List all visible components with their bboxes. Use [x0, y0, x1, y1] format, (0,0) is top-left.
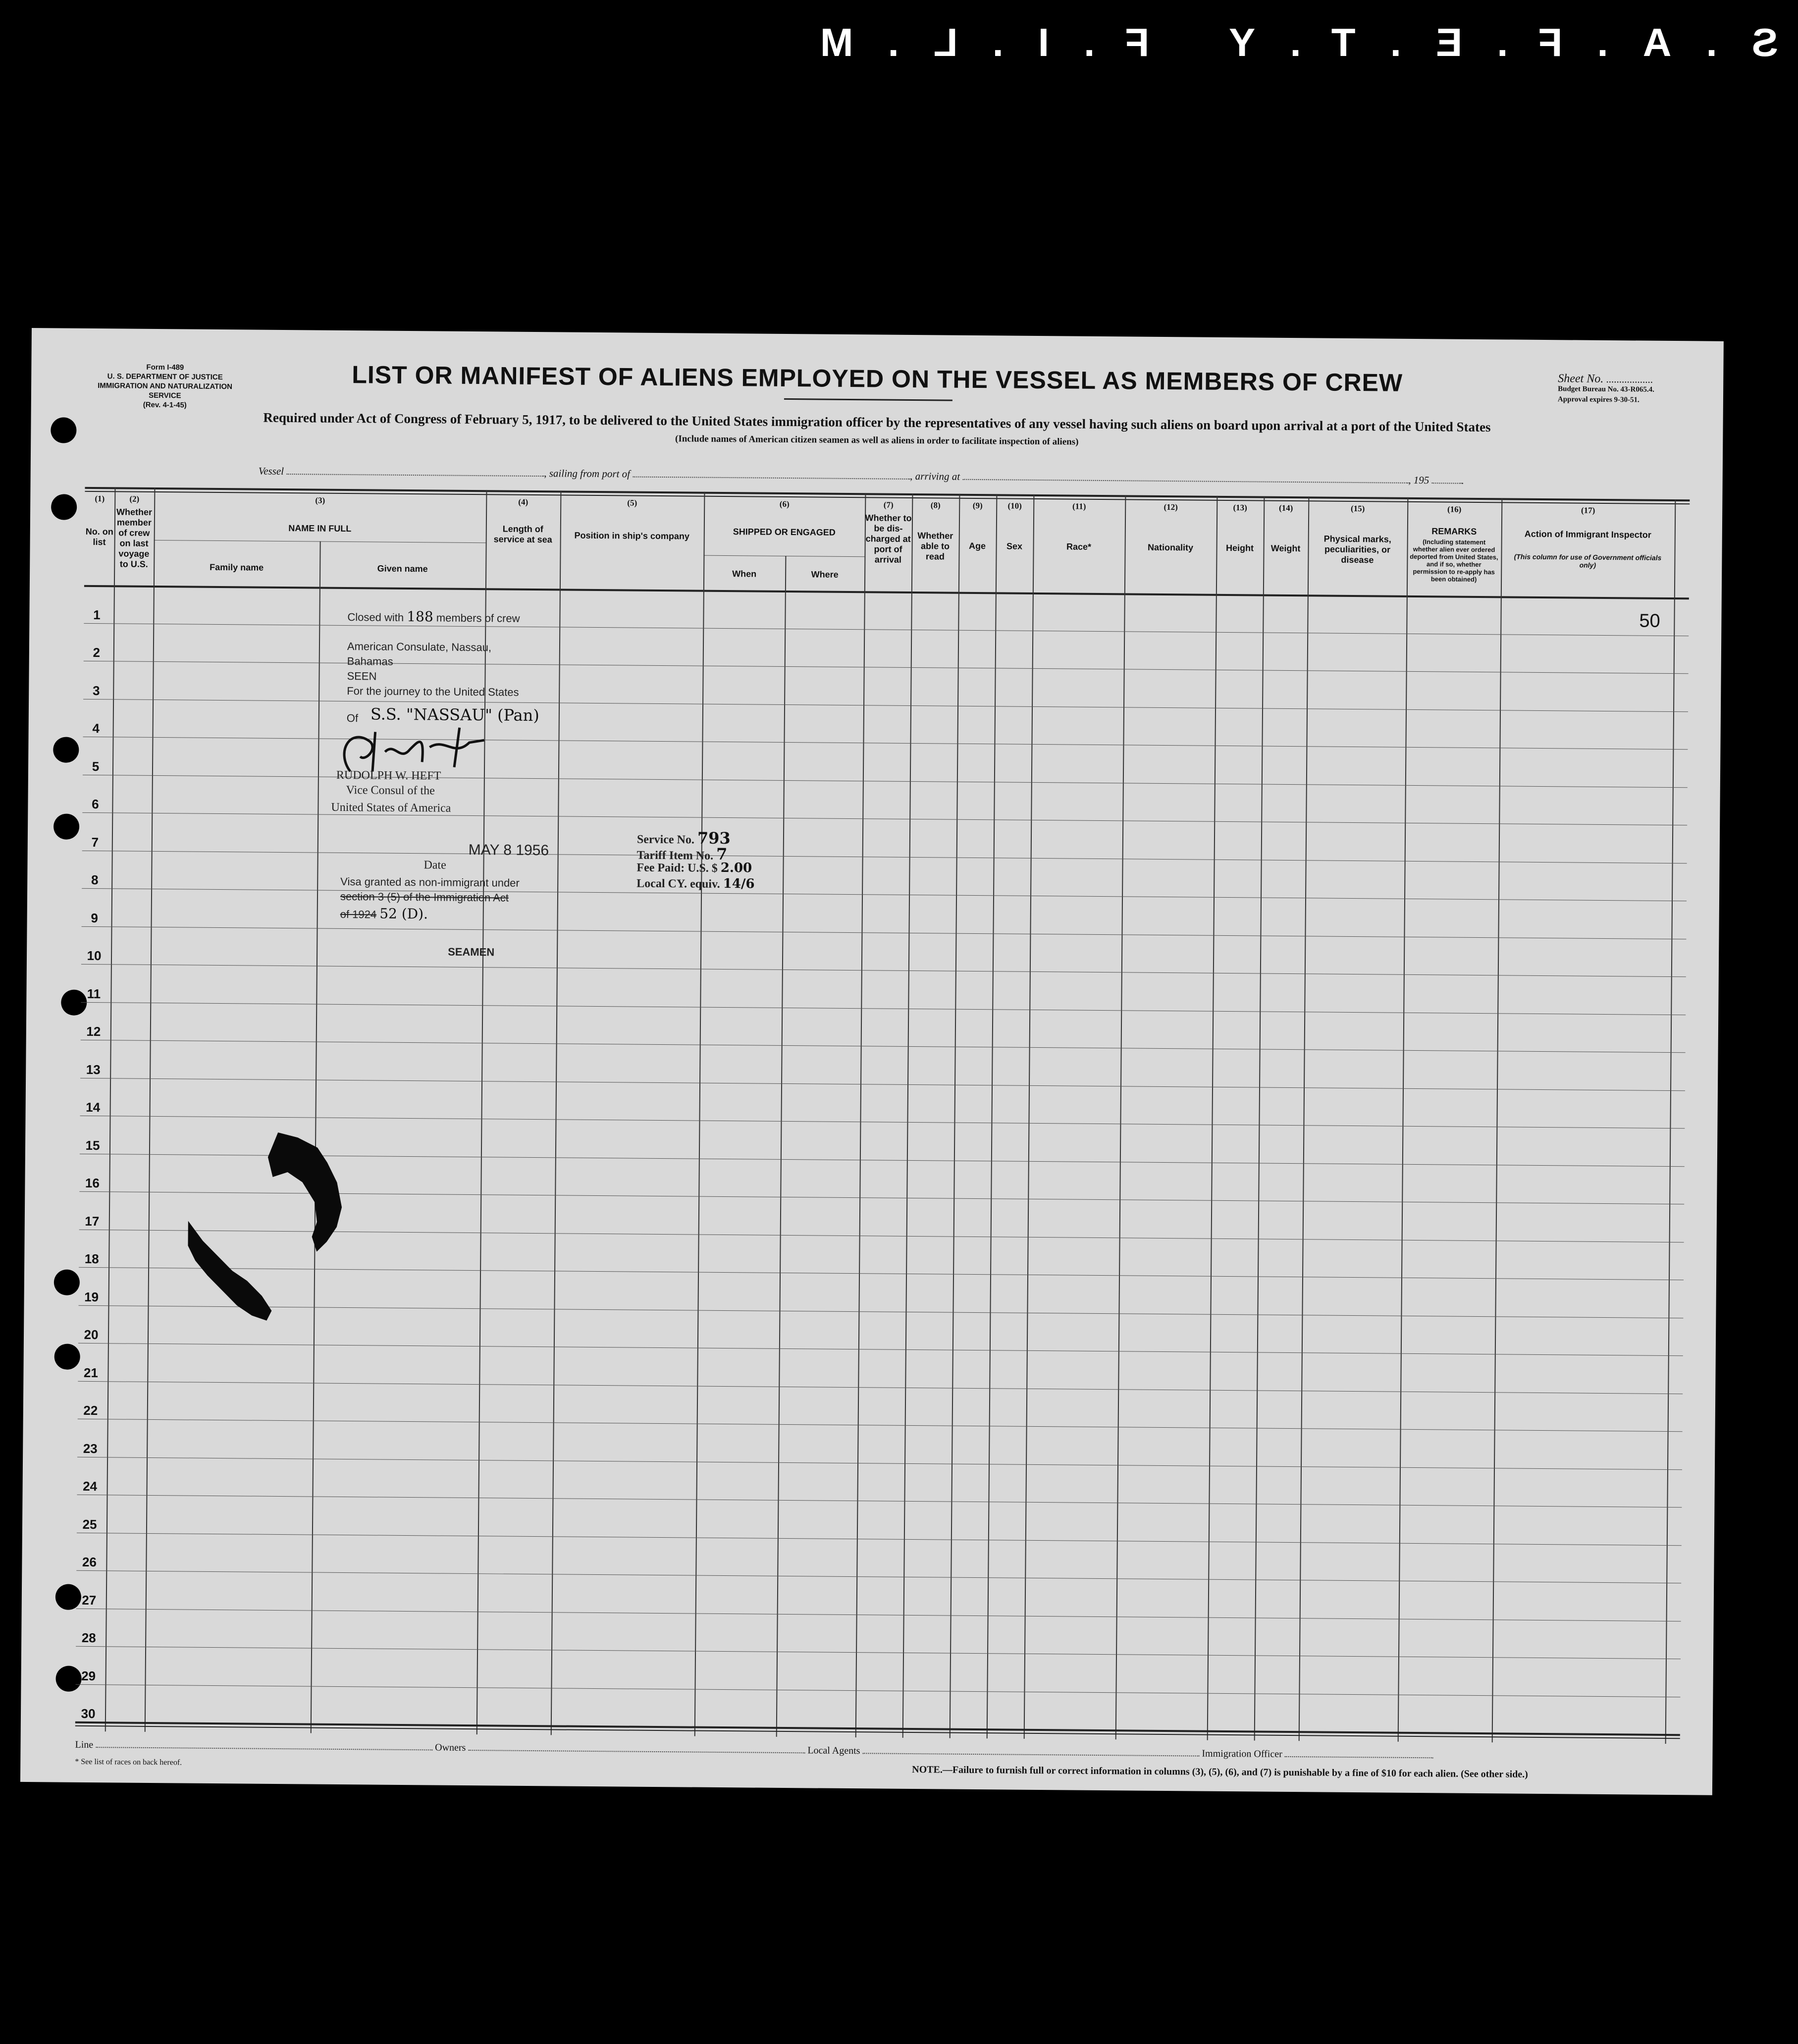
row-number: 25 — [82, 1516, 97, 1532]
col-2-number: (2) — [129, 494, 140, 504]
penalty-note: NOTE.—Failure to furnish full or correct information in columns (3), (5), (6), and (7) is punishable by a fine of $10 for each alien. (See other side.) — [912, 1764, 1528, 1780]
stamp-closed-tail: members of crew — [436, 611, 520, 625]
fee-tariff-value: 7 — [716, 844, 728, 864]
fee-local-label: Local CY. equiv. — [636, 877, 720, 891]
stamp-date-label: Date — [423, 859, 446, 872]
form-number: Form I-489 — [146, 363, 184, 372]
table-row-rule — [78, 1419, 1683, 1432]
row-number: 20 — [84, 1327, 99, 1343]
stamp-ship-name: S.S. "NASSAU" (Pan) — [370, 704, 539, 725]
page-subtitle: Required under Act of Congress of February 5, 1917, to be delivered to the United States immigration officer by the representatives of any vessel having such aliens on board upon arrival at a port of the United States — [263, 410, 1491, 435]
page-subnote: (Include names of American citizen seamen as well as aliens in order to facilitate inspection of aliens) — [675, 433, 1079, 447]
races-footnote: * See list of races on back hereof. — [75, 1757, 182, 1767]
fee-service-value: 793 — [697, 828, 731, 848]
form-revision: (Rev. 4-1-45) — [143, 400, 187, 410]
footer-owners-label: Owners — [435, 1742, 466, 1753]
col-7-header: Whether to be dis-charged at port of arrival — [865, 513, 912, 565]
stamp-consul-country: United States of America — [331, 801, 451, 815]
row-number: 11 — [87, 986, 101, 1001]
col-10-number: (10) — [1007, 501, 1022, 511]
where-header: Where — [811, 569, 839, 580]
stamp-visa-line-3 — [340, 905, 428, 922]
col-15-number: (15) — [1350, 503, 1365, 514]
col-16-subheader: (Including statement whether alien ever ordered deported from United States, and if so, whether permission to re-apply has been obtained) — [1410, 538, 1498, 583]
binder-hole — [53, 737, 79, 762]
row-number: 1 — [93, 607, 101, 622]
year-label: 195 — [1413, 474, 1429, 486]
stamp-consulate: American Consulate, Nassau, — [347, 640, 492, 654]
stamp-visa-year: of 1924 — [340, 908, 377, 921]
table-row-rule — [78, 1381, 1683, 1394]
when-header: When — [732, 569, 757, 579]
binder-hole — [54, 1269, 80, 1295]
stamp-crew-count: 188 — [407, 608, 433, 625]
table-row-rule — [82, 812, 1687, 825]
col-8-header: Whether able to read — [917, 531, 953, 562]
row-number: 3 — [92, 683, 100, 698]
agency-name: U. S. DEPARTMENT OF JUSTICE — [107, 372, 223, 382]
table-row-rule — [76, 1570, 1681, 1583]
fee-paid-value: 2.00 — [720, 860, 752, 876]
footer-officer-label: Immigration Officer — [1202, 1748, 1282, 1760]
binder-hole — [54, 1344, 80, 1369]
fee-paid-line — [636, 860, 752, 876]
table-row-rule — [84, 623, 1689, 636]
col-4-number: (4) — [518, 497, 529, 507]
row-number: 5 — [92, 758, 100, 774]
stamp-closed-label: Closed with — [347, 611, 404, 624]
table-row-rule — [77, 1456, 1682, 1469]
inspector-action-mark: 50 — [1639, 610, 1660, 632]
table-row-rule — [83, 737, 1688, 750]
stamp-place: Bahamas — [347, 655, 393, 668]
budget-bureau-number: Budget Bureau No. 43-R065.4. — [1558, 385, 1654, 394]
footer-agents-label: Local Agents — [807, 1745, 860, 1757]
row-number: 17 — [85, 1213, 100, 1229]
row-number: 15 — [85, 1137, 100, 1153]
table-row-rule — [77, 1495, 1682, 1507]
table-row-rule — [82, 888, 1687, 901]
row-number: 23 — [83, 1441, 98, 1456]
stamp-seen: SEEN — [347, 670, 377, 683]
col-1-number: (1) — [95, 494, 105, 504]
stamp-closed-line — [347, 608, 520, 626]
row-number: 8 — [91, 872, 99, 888]
row-number: 10 — [87, 948, 102, 964]
row-number: 2 — [93, 645, 101, 660]
table-row-rule — [75, 1684, 1680, 1697]
arriving-port-field[interactable] — [962, 472, 1408, 484]
title-underline — [784, 398, 952, 401]
row-number: 14 — [86, 1099, 101, 1115]
col-17-number: (17) — [1581, 505, 1595, 515]
row-number: 7 — [91, 834, 99, 850]
vessel-field[interactable] — [286, 467, 544, 477]
footer-agents-field[interactable] — [862, 1753, 1199, 1756]
col-12-header: Nationality — [1147, 542, 1194, 553]
manifest-footer — [75, 1739, 1680, 1763]
footer-line-field[interactable] — [96, 1747, 432, 1750]
fee-local-value: 14/6 — [723, 876, 755, 892]
col-6-number: (6) — [779, 499, 790, 509]
family-name-header: Family name — [210, 562, 264, 573]
stamp-seamen: SEAMEN — [448, 945, 495, 959]
footer-officer-field[interactable] — [1285, 1756, 1433, 1758]
vessel-line: Vessel , sailing from port of , arriving at , 195 . — [258, 465, 1464, 486]
col-11-number: (11) — [1072, 501, 1086, 511]
binder-hole — [51, 494, 77, 520]
safety-film-banner: S.A.F.E.T.Y F.I.L.M — [785, 20, 1778, 64]
embossed-seal-mark — [148, 1122, 427, 1351]
row-number: 21 — [83, 1365, 99, 1380]
table-row-rule — [83, 774, 1688, 787]
vessel-label: Vessel — [258, 465, 284, 478]
col-14-header: Weight — [1270, 543, 1301, 554]
crew-manifest-sheet — [20, 328, 1724, 1795]
row-number: 4 — [92, 720, 100, 736]
sailing-label: sailing from port of — [549, 467, 631, 480]
row-number: 29 — [81, 1668, 96, 1683]
col-17-subheader: (This column for use of Government officials only) — [1514, 552, 1662, 569]
col-1-header: No. on list — [85, 526, 113, 547]
col-14-number: (14) — [1278, 503, 1293, 513]
col-5-header: Position in ship's company — [574, 530, 689, 541]
col-10-header: Sex — [1006, 541, 1023, 551]
table-row-rule — [83, 699, 1688, 711]
row-number: 18 — [84, 1251, 99, 1267]
col-4-header: Length of service at sea — [493, 524, 552, 545]
table-row-rule — [76, 1608, 1681, 1621]
table-row-rule — [81, 1040, 1686, 1053]
col-5-number: (5) — [627, 498, 637, 508]
table-row-rule — [81, 1002, 1686, 1015]
col-9-header: Age — [969, 540, 986, 551]
col-15-header: Physical marks, peculiarities, or disease — [1323, 534, 1391, 565]
fee-tariff-label: Tariff Item No. — [636, 849, 714, 862]
row-number: 12 — [86, 1023, 101, 1039]
col-3-number: (3) — [315, 495, 325, 505]
fee-service-label: Service No. — [636, 833, 694, 847]
page-title: LIST OR MANIFEST OF ALIENS EMPLOYED ON THE VESSEL AS MEMBERS OF CREW — [352, 361, 1403, 397]
row-number: 26 — [82, 1554, 97, 1570]
col-16-number: (16) — [1447, 504, 1462, 514]
fee-paid-label: Fee Paid: U.S. $ — [636, 861, 718, 875]
sailing-port-field[interactable] — [633, 470, 910, 480]
col-13-header: Height — [1226, 542, 1254, 553]
col-17-header: Action of Immigrant Inspector — [1524, 529, 1651, 540]
stamp-visa-line-1: Visa granted as non-immigrant under — [340, 875, 520, 889]
row-number: 24 — [83, 1478, 98, 1494]
col-13-number: (13) — [1233, 503, 1247, 513]
col-9-number: (9) — [972, 500, 983, 511]
row-number: 30 — [81, 1706, 96, 1721]
row-number: 22 — [83, 1402, 98, 1418]
stamp-date-value: MAY 8 1956 — [468, 841, 549, 859]
table-row-rule — [76, 1646, 1681, 1659]
sheet-number-label: Sheet No. — [1558, 372, 1604, 385]
stamp-consul-title: Vice Consul of the — [346, 784, 435, 798]
given-name-header: Given name — [377, 563, 428, 574]
table-row-rule — [84, 661, 1689, 674]
col-12-number: (12) — [1163, 502, 1178, 512]
stamp-consul-name: RUDOLPH W. HEFT — [336, 768, 441, 783]
table-row-rule — [81, 964, 1686, 977]
table-row-rule — [82, 926, 1687, 939]
row-number: 6 — [92, 796, 99, 812]
stamp-visa-class: 52 (D). — [379, 905, 428, 922]
table-row-rule — [80, 1077, 1685, 1090]
sheet-number-block: Sheet No. .................. Budget Bureau No. 43-R065.4. Approval expires 9-30-51. — [1558, 374, 1654, 406]
row-number: 13 — [86, 1062, 101, 1077]
row-number: 16 — [85, 1175, 100, 1191]
stamp-visa-line-2: section 3 (5) of the Immigration Act — [340, 890, 509, 904]
row-number: 27 — [82, 1592, 97, 1608]
year-field[interactable] — [1432, 476, 1462, 484]
col-3-header: NAME IN FULL — [288, 523, 352, 534]
col-2-header: Whether member of crew on last voyage to U.S. — [116, 507, 153, 569]
table-row-rule — [77, 1532, 1682, 1545]
table-row-rule — [82, 850, 1687, 863]
fee-local-line — [636, 876, 754, 892]
approval-expiry: Approval expires 9-30-51. — [1557, 395, 1639, 404]
stamp-journey: For the journey to the United States — [347, 685, 519, 699]
col-11-header: Race* — [1066, 541, 1092, 552]
stamp-of: Of — [346, 712, 359, 725]
footer-owners-field[interactable] — [468, 1750, 805, 1753]
row-number: 19 — [84, 1289, 99, 1304]
col-7-number: (7) — [883, 500, 894, 510]
service-name: IMMIGRATION AND NATURALIZATION SERVICE — [98, 381, 233, 400]
row-number: 9 — [91, 910, 99, 925]
footer-line-label: Line — [75, 1739, 94, 1751]
manifest-table — [75, 487, 1690, 1744]
row-number: 28 — [81, 1630, 96, 1646]
col-16-header: REMARKS — [1431, 526, 1477, 537]
col-6-header: SHIPPED OR ENGAGED — [733, 527, 836, 538]
arriving-label: arriving at — [915, 470, 960, 483]
col-8-number: (8) — [930, 500, 941, 510]
binder-hole — [53, 813, 79, 839]
